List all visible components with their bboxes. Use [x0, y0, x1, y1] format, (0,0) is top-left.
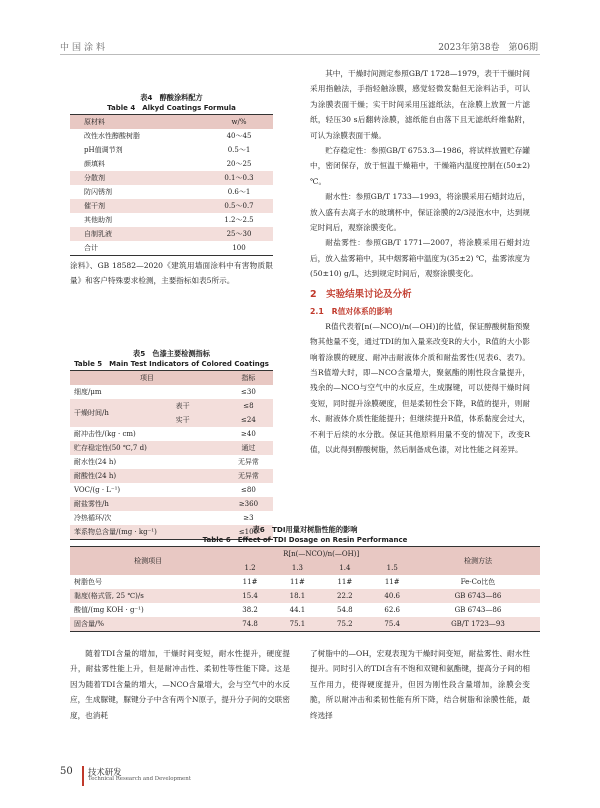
cell: 其他助剂 — [84, 216, 112, 224]
right-column — [310, 66, 530, 457]
paragraph: 随着TDI含量的增加，干燥时间变短，耐水性提升，硬度提升，耐盐雾性能上升，但是耐冲击性、柔韧性等性能下降。这是因为随着TDI含量的增大，—NCO含量增大，会与空气中的水反应，生成脲键，脲键分子中含有两个N原子，提升分子间的交联密度，也消耗 — [70, 649, 290, 720]
table-row — [70, 143, 273, 157]
table-row — [70, 185, 273, 199]
table-row — [70, 575, 540, 589]
cell: 防闪锈剂 — [84, 188, 112, 196]
table-6-grid — [70, 546, 540, 632]
section-heading: 2 实验结果讨论及分析 — [310, 288, 412, 300]
table-row — [70, 171, 273, 185]
cell: VOC/(g · L⁻¹) — [74, 486, 121, 494]
cell: 催干剂 — [70, 199, 205, 213]
table-row — [70, 241, 273, 256]
table-5-grid — [70, 370, 273, 540]
cell: 黏度(格式管, 25 ℃)/s — [70, 589, 226, 603]
cell: 44.1 — [289, 606, 306, 614]
cell: 20～25 — [226, 160, 252, 168]
page-number: 50 — [60, 766, 73, 777]
table-row — [70, 157, 273, 171]
cell: 改性水性醇酸树脂 — [84, 132, 140, 140]
bottom-left-paragraph — [70, 646, 290, 723]
header-cell: 1.3 — [274, 561, 321, 575]
paragraph: 耐水性：参照GB/T 1733—1993，将涂膜采用石蜡封边后，放入盛有去离子水的玻璃杯中，保证涂膜的2/3浸泡水中，达到规定时间后，观察涂膜变化。 — [310, 192, 530, 233]
cell: 耐水性(24 h) — [74, 458, 117, 466]
cell: 40～45 — [226, 132, 252, 140]
cell: ≥40 — [241, 430, 256, 438]
table-6-title-en: Table 6 Effect of TDI Dosage on Resin Performance — [202, 536, 408, 544]
cell: 40.6 — [369, 589, 416, 603]
cell: ≤80 — [241, 486, 256, 494]
table-row — [70, 385, 273, 399]
paragraph: 涂料》、GB 18582—2020《建筑用墙面涂料中有害物质限量》和客户特殊要求检测，主要指标如表5所示。 — [70, 261, 273, 286]
cell: 酸值/(mg KOH · g⁻¹) — [74, 606, 144, 614]
paragraph: 了树脂中的—OH，宏观表现为干燥时间变短，耐盐雾性、耐水性提升。同时引入的TDI含有不饱和双键和氨酯键，提高分子间的相互作用力，使得硬度提升，但因为刚性段含量增加，涂膜会变脆，所以耐冲击和柔韧性能有所下降，结合树脂和涂膜性能，最终选择 — [310, 649, 530, 720]
cell: 固含量/% — [70, 617, 226, 632]
cell: ≤100 — [224, 525, 273, 540]
left-paragraph — [70, 258, 273, 289]
table-row — [70, 455, 273, 469]
header-cell: 1.4 — [321, 561, 368, 575]
cell: 54.8 — [337, 606, 353, 614]
cell: 1.2～2.5 — [224, 216, 254, 224]
cell: 合计 — [84, 244, 98, 252]
table-5-title-cn: 表5 色漆主要检测指标 — [133, 349, 210, 358]
cell: 11# — [384, 578, 400, 586]
table-row — [70, 603, 540, 617]
table-row — [70, 483, 273, 497]
table-row — [70, 199, 273, 213]
cell: 冷热循环/次 — [74, 514, 112, 522]
table-row — [70, 589, 540, 603]
cell: 无异常 — [224, 469, 273, 483]
table-header-row — [70, 115, 273, 130]
cell: 18.1 — [274, 589, 321, 603]
table-row — [70, 427, 273, 441]
cell: 树脂色号 — [74, 578, 102, 586]
cell: 耐冲击性/(kg · cm) — [74, 430, 136, 438]
table-header-row — [70, 371, 273, 386]
cell: 25～30 — [205, 227, 273, 241]
cell: 贮存稳定性(50 ℃,7 d) — [70, 441, 224, 455]
cell: 22.2 — [321, 589, 368, 603]
table-6-title-cn: 表6 TDI用量对树脂性能的影响 — [252, 525, 358, 534]
cell: 11# — [337, 578, 353, 586]
cell: ≤30 — [241, 388, 256, 396]
cell: 耐酸性(24 h) — [70, 469, 224, 483]
table-row — [70, 617, 540, 632]
header-cell: 指标 — [224, 371, 273, 386]
table-5-title-en: Table 5 Main Test Indicators of Colored Coatings — [74, 360, 269, 368]
cell: 细度/μm — [74, 388, 102, 396]
cell: 干燥时间/h — [70, 399, 172, 427]
footer-section-en: Technical Research and Development — [88, 776, 191, 782]
header-cell: 项目 — [70, 371, 224, 386]
table-row — [70, 129, 273, 143]
cell: ≥3 — [243, 514, 254, 522]
table-4 — [70, 92, 273, 256]
bottom-right-paragraph — [310, 646, 530, 723]
cell: 自制乳液 — [70, 227, 205, 241]
table-row — [70, 511, 273, 525]
paragraph: 贮存稳定性：参照GB/T 6753.3—1986，将试样放置贮存罐中，密闭保存，放于恒温干燥箱中，干燥箱内温度控制在(50±2) ℃。 — [310, 146, 530, 186]
cell: GB 6743—86 — [454, 606, 502, 614]
cell: 38.2 — [242, 606, 258, 614]
cell: 苯系物总含量/(mg · kg⁻¹) — [70, 525, 224, 540]
header-cell: 原材料 — [70, 115, 205, 130]
table-6 — [70, 524, 540, 632]
cell: 62.6 — [384, 606, 401, 614]
cell: 0.1～0.3 — [205, 171, 273, 185]
cell: ≥360 — [224, 497, 273, 511]
header-cell: 检测方法 — [416, 547, 540, 576]
paragraph: 耐盐雾性：参照GB/T 1771—2007，将涂膜采用石蜡封边后，放入盐雾箱中，其中烟雾箱中温度为(35±2) ℃，盐雾浓度为(50±10) g/L，达到规定时间后，观察涂膜变化。 — [310, 238, 530, 279]
table-4-title-en: Table 4 Alkyd Coatings Formula — [107, 104, 236, 112]
cell: 通过 — [224, 441, 273, 455]
cell: 实干 — [172, 413, 224, 427]
cell: 颜填料 — [84, 160, 105, 168]
cell: Fe-Co比色 — [460, 578, 496, 586]
cell: ≤24 — [224, 413, 273, 427]
cell: 0.5～1 — [227, 146, 251, 154]
table-row — [70, 441, 273, 455]
header-cell: 1.5 — [369, 561, 416, 575]
journal-name: 中国涂料 — [60, 43, 109, 53]
cell: ≤8 — [224, 399, 273, 413]
table-row — [70, 399, 273, 413]
issue-info: 2023年第38卷 第06期 — [438, 43, 538, 53]
cell: 分散剂 — [70, 171, 205, 185]
header-divider — [60, 54, 540, 55]
cell: 75.1 — [274, 617, 321, 632]
cell: 75.4 — [369, 617, 416, 632]
cell: 100 — [232, 244, 246, 252]
header-cell: w/% — [205, 115, 273, 130]
table-4-title-cn: 表4 醇酸涂料配方 — [140, 93, 203, 102]
cell: 11# — [290, 578, 305, 586]
table-row — [70, 469, 273, 483]
footer-accent-bar — [82, 766, 84, 786]
table-row — [70, 227, 273, 241]
header-cell: 检测项目 — [70, 547, 226, 576]
header-cell: 1.2 — [226, 561, 273, 575]
table-row — [70, 213, 273, 227]
table-row — [70, 497, 273, 511]
cell: 74.8 — [226, 617, 273, 632]
cell: 15.4 — [226, 589, 273, 603]
table-5 — [70, 348, 273, 540]
cell: 0.6～1 — [227, 188, 251, 196]
cell: 表干 — [172, 399, 224, 413]
cell: pH值调节剂 — [84, 146, 123, 154]
table-header-row — [70, 547, 540, 562]
cell: 11# — [242, 578, 258, 586]
cell: 75.2 — [321, 617, 368, 632]
cell: 0.5～0.7 — [205, 199, 273, 213]
paragraph: 其中，干燥时间测定参照GB/T 1728—1979，表干干燥时间采用指触法，手指轻触涂膜，感觉轻微发黏但无涂料沾手，可认为涂膜表面干燥；实干时间采用压滤纸法，在涂膜上放置一片滤纸，轻压30 s后翻转涂膜，滤纸能自由落下且无滤纸纤维黏附，可认为涂膜表面干燥。 — [310, 69, 530, 140]
cell: 无异常 — [237, 458, 259, 466]
footer-section-cn: 技术研发 — [88, 767, 122, 777]
cell: GB 6743—86 — [416, 589, 540, 603]
cell: GB/T 1723—93 — [416, 617, 540, 632]
subsection-heading: 2.1 R值对体系的影响 — [310, 306, 393, 316]
header-cell: R[n(—NCO)/n(—OH)] — [226, 547, 416, 562]
cell: 耐盐雾性/h — [70, 497, 224, 511]
table-4-grid — [70, 114, 273, 256]
paragraph: R值代表着[n(—NCO)/n(—OH)]的比值，保证醇酸树脂预聚物其他量不变，通过TDI的加入量来改变R的大小，R值的大小影响着涂膜的硬度、耐冲击耐液体介质和耐盐雾性(见表6、表7)。当R值增大时，即—NCO含量增大，聚氨酯的刚性段含量提升，残余的—NCO与空气中的水反应，生成脲键，可以使得干燥时间变短，同时提升涂膜硬度，但是柔韧性会下降，R值的提升，则耐水、耐液体介质性能能提升；但继续提升R值，体系黏度会过大，不利于后续的水分散。保证其他原料用量不变的情况下，改变R值，以此得到醇酸树脂，然后制备成色漆，对比性能之间差异。 — [310, 321, 530, 454]
